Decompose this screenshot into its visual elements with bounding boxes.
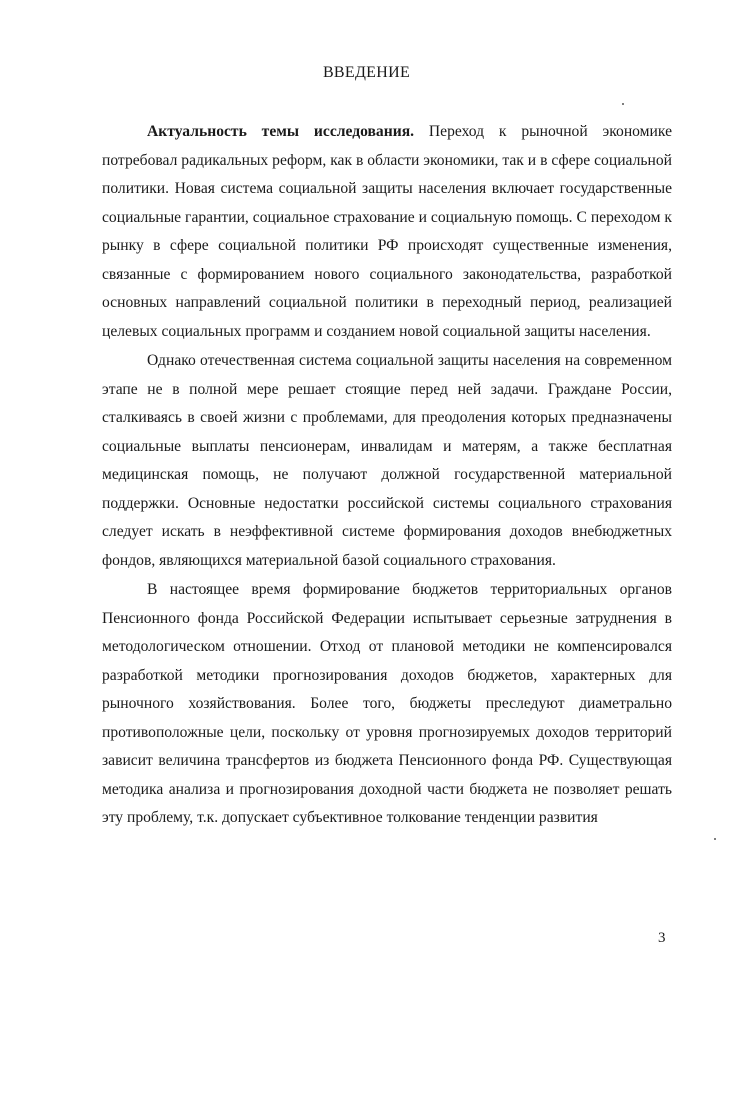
paragraph-text: Однако отечественная система социальной защиты населения на современном этапе не в полной мере решает стоящие перед ней задачи. Граждане России, сталкиваясь в своей жизни с проблемами, для преодоления которых предназначены социальные выплаты пенсионерам, инвалидам и матерям, а также бесплатная медицинская помощь, не получают должной государственной материальной поддержки. Основные недостатки российской системы социального страхования следует искать в неэффективной системе формирования доходов внебюджетных фондов, являющихся материальной базой социального страхования. (102, 352, 672, 569)
page-title: ВВЕДЕНИЕ (322, 64, 411, 81)
page-number: 3 (658, 930, 666, 946)
scan-speck (622, 103, 624, 105)
paragraph-1 (102, 118, 672, 346)
paragraph-lead: Актуальность темы исследования. (147, 123, 415, 140)
scan-speck (714, 838, 716, 840)
paragraph-text: Переход к рыночной экономике потребовал радикальных реформ, как в области экономики, так и в сфере социальной политики. Новая система социальной защиты населения включает государственные социальные гарантии, социальное страхование и социальную помощь. С переходом к рынку в сфере социальной политики РФ происходят существенные изменения, связанные с формированием нового социального законодательства, разработкой основных направлений социальной политики в переходный период, реализацией целевых социальных программ и созданием новой социальной защиты населения. (102, 123, 672, 340)
paragraph-3 (102, 576, 672, 833)
body-text (102, 118, 672, 833)
paragraph-text: В настоящее время формирование бюджетов территориальных органов Пенсионного фонда Российской Федерации испытывает серьезные затруднения в методологическом отношении. Отход от плановой методики не компенсировался разработкой методики прогнозирования доходов бюджетов, характерных для рыночного хозяйствования. Более того, бюджеты преследуют диаметрально противоположные цели, поскольку от уровня прогнозируемых доходов территорий зависит величина трансфертов из бюджета Пенсионного фонда РФ. Существующая методика анализа и прогнозирования доходной части бюджета не позволяет решать эту проблему, т.к. допускает субъективное толкование тенденции развития (102, 581, 672, 826)
paragraph-2 (102, 347, 672, 575)
